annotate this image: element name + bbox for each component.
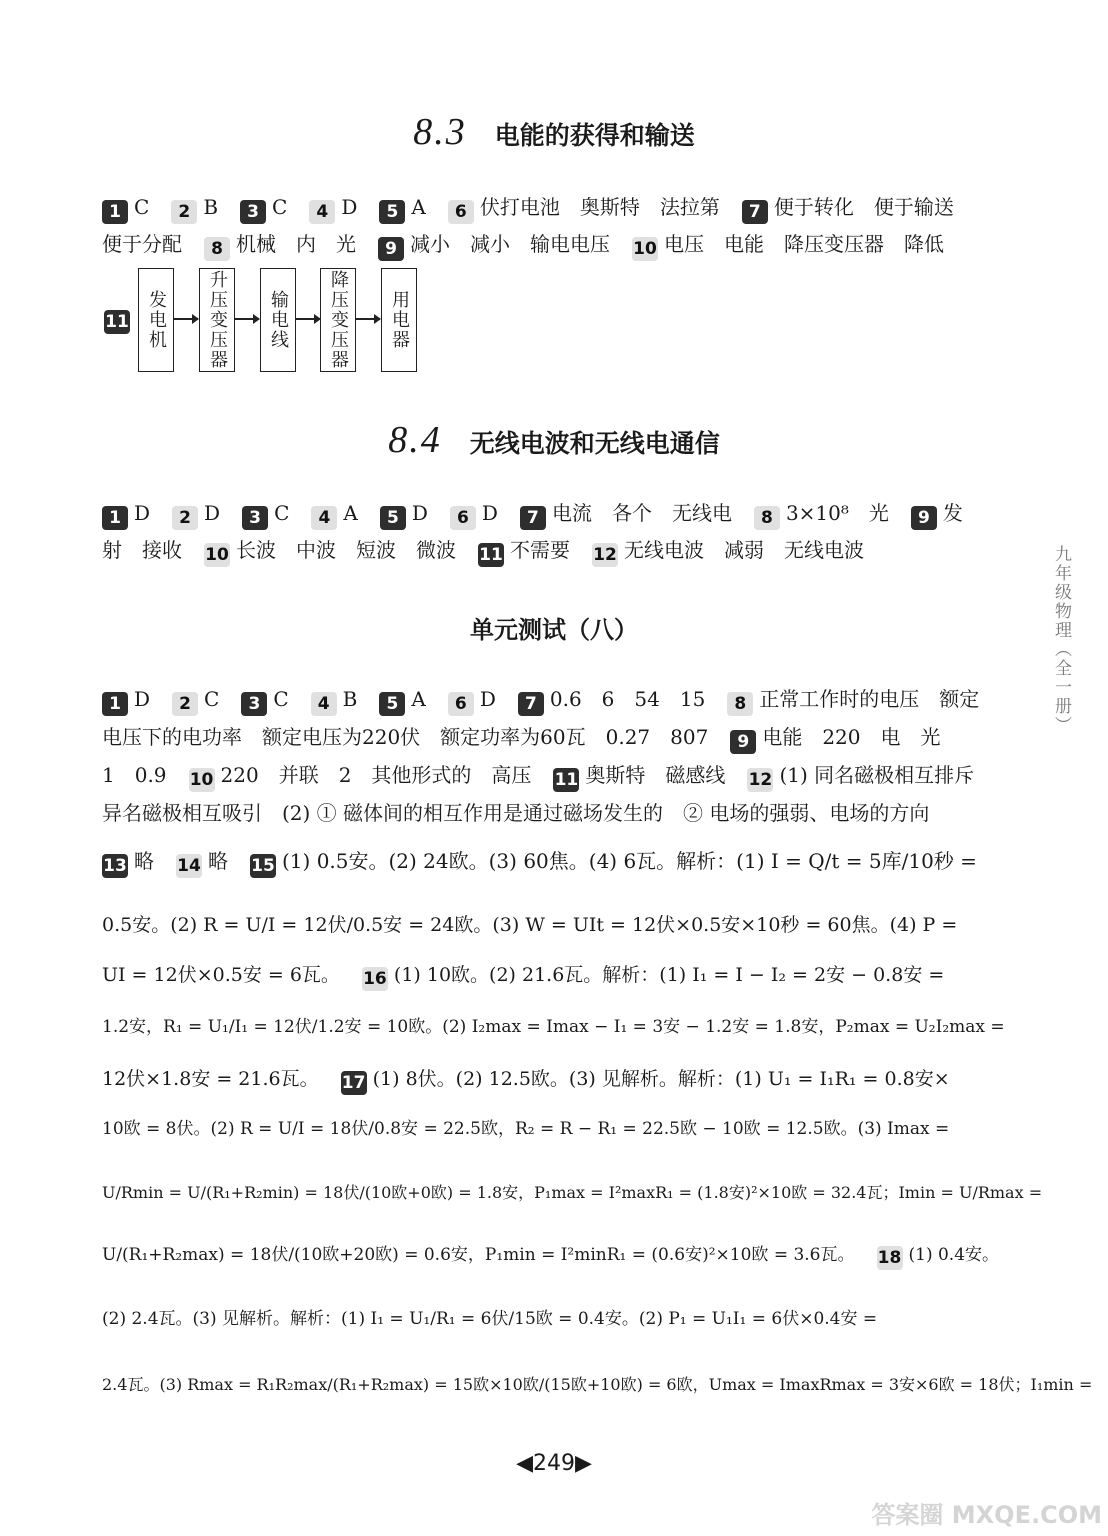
question-number: 13 bbox=[103, 856, 127, 876]
question-number: 12 bbox=[593, 545, 617, 565]
answer-line bbox=[102, 760, 984, 792]
question-number: 5 bbox=[379, 200, 405, 224]
answer-line bbox=[102, 498, 984, 530]
question-number: 1 bbox=[102, 506, 128, 530]
answer-line: 异名磁极相互吸引 (2) ① 磁体间的相互作用是通过磁场发生的 ② 电场的强弱、电场的方向 bbox=[102, 801, 930, 825]
answer-text: 电压 电能 降压变压器 降低 bbox=[664, 232, 944, 256]
answer-line: 1.2安，R₁ = U₁/I₁ = 12伏/1.2安 = 10欧。(2) I₂max = Imax − I₁ = 3安 − 1.2安 = 1.8安，P₂max = U₂I₂max = bbox=[102, 1017, 1005, 1037]
flow-box-line: 输电线 bbox=[260, 268, 296, 372]
answer-text: D bbox=[479, 687, 496, 711]
answer-text: (1) 10欧。(2) 21.6瓦。解析：(1) I₁ = I − I₂ = 2安 − 0.8安 = bbox=[393, 964, 945, 986]
section-number: 8.3 bbox=[413, 111, 467, 153]
answer-text: 电压下的电功率 额定电压为220伏 额定功率为60瓦 0.27 807 bbox=[102, 725, 709, 749]
section-title-8-4 bbox=[0, 418, 1108, 462]
question-number: 11 bbox=[105, 312, 129, 332]
question-number: 9 bbox=[911, 506, 937, 530]
answer-text: 减小 减小 输电电压 bbox=[410, 232, 610, 256]
question-number: 2 bbox=[172, 692, 198, 716]
flow-box-step-up: 升压变压器 bbox=[199, 268, 235, 372]
answer-text: 12伏×1.8安 = 21.6瓦。 bbox=[102, 1068, 319, 1090]
question-number: 2 bbox=[172, 506, 198, 530]
question-number: 16 bbox=[363, 969, 387, 989]
question-number: 4 bbox=[311, 506, 337, 530]
answer-text: 便于分配 bbox=[102, 232, 182, 256]
answer-text: 电能 220 电 光 bbox=[762, 725, 941, 749]
answer-text: U/(R₁+R₂max) = 18伏/(10欧+20欧) = 0.6安，P₁min = I²minR₁ = (0.6安)²×10欧 = 3.6瓦。 bbox=[102, 1245, 855, 1265]
answer-text: 便于转化 便于输送 bbox=[773, 195, 954, 219]
answer-line bbox=[102, 722, 984, 754]
answer-line: 2.4瓦。(3) Rmax = R₁R₂max/(R₁+R₂max) = 15欧×10欧/(15欧+10欧) = 6欧，Umax = ImaxRmax = 3安×6欧 = 18伏；I₁min = bbox=[102, 1375, 1093, 1394]
answer-text: 射 接收 bbox=[102, 538, 182, 562]
answer-text: A bbox=[343, 501, 358, 525]
page-number: ◀249▶ bbox=[516, 1451, 592, 1476]
question-number: 1 bbox=[102, 692, 128, 716]
answer-text: (1) 0.5安。(2) 24欧。(3) 60焦。(4) 6瓦。解析：(1) I = Q/t = 5库/10秒 = bbox=[282, 849, 977, 873]
section-heading: 无线电波和无线电通信 bbox=[469, 429, 720, 458]
question-number: 3 bbox=[242, 506, 268, 530]
answer-text: A bbox=[411, 687, 426, 711]
answer-text: C bbox=[204, 687, 220, 711]
answer-text: 1 0.9 bbox=[102, 763, 167, 787]
question-number: 7 bbox=[742, 200, 768, 224]
question-number: 10 bbox=[205, 545, 229, 565]
answer-line bbox=[102, 1064, 984, 1095]
answer-text: UI = 12伏×0.5安 = 6瓦。 bbox=[102, 964, 340, 986]
flow-arrow bbox=[174, 318, 198, 320]
question-number: 7 bbox=[520, 506, 546, 530]
answer-text: 0.6 6 54 15 bbox=[549, 687, 706, 711]
answer-text: D bbox=[134, 687, 151, 711]
question-number: 7 bbox=[518, 692, 544, 716]
answer-text: D bbox=[134, 501, 151, 525]
question-number: 9 bbox=[730, 730, 756, 754]
answer-line: U/Rmin = U/(R₁+R₂min) = 18伏/(10欧+0欧) = 1.8安，P₁max = I²maxR₁ = (1.8安)²×10欧 = 32.4瓦；Imin = U/Rmax = bbox=[102, 1183, 1043, 1202]
answer-line bbox=[102, 229, 984, 261]
flow-arrow bbox=[235, 318, 259, 320]
question-number: 2 bbox=[171, 200, 197, 224]
answer-line: 10欧 = 8伏。(2) R = U/I = 18伏/0.8安 = 22.5欧，R₂ = R − R₁ = 22.5欧 − 10欧 = 12.5欧。(3) Imax = bbox=[102, 1119, 950, 1139]
answer-text: (1) 同名磁极相互排斥 bbox=[779, 763, 975, 787]
question-number: 8 bbox=[754, 506, 780, 530]
answer-line bbox=[102, 1240, 1000, 1270]
answer-text: D bbox=[481, 501, 498, 525]
answer-text: (1) 8伏。(2) 12.5欧。(3) 见解析。解析：(1) U₁ = I₁R₁ = 0.8安× bbox=[372, 1068, 950, 1090]
question-number: 11 bbox=[554, 770, 579, 790]
answer-text: 发 bbox=[942, 501, 963, 525]
answer-text: D bbox=[341, 195, 358, 219]
answer-line bbox=[102, 192, 984, 224]
question-number: 9 bbox=[378, 237, 404, 261]
answer-text: 机械 内 光 bbox=[236, 232, 356, 256]
question-number: 4 bbox=[309, 200, 335, 224]
question-number: 3 bbox=[241, 692, 267, 716]
flow-box-step-down: 降压变压器 bbox=[320, 268, 356, 372]
answer-text: D bbox=[411, 501, 428, 525]
answer-text: 无线电波 减弱 无线电波 bbox=[624, 538, 864, 562]
question-number: 4 bbox=[311, 692, 337, 716]
unit-test-title: 单元测试（八） bbox=[470, 616, 638, 644]
flow-box-appliance: 用电器 bbox=[381, 268, 417, 372]
answer-text: C bbox=[274, 501, 290, 525]
answer-text: D bbox=[204, 501, 221, 525]
question-number: 10 bbox=[633, 239, 657, 259]
question-number: 5 bbox=[379, 692, 405, 716]
answer-text: C bbox=[134, 195, 150, 219]
watermark: 答案圈 MXQE.COM bbox=[871, 1501, 1102, 1529]
answer-text: 略 bbox=[208, 849, 228, 873]
question-number: 18 bbox=[877, 1248, 902, 1268]
flow-arrow bbox=[356, 318, 380, 320]
flow-box-generator: 发电机 bbox=[138, 268, 174, 372]
question-number: 14 bbox=[177, 856, 201, 876]
flow-arrow bbox=[296, 318, 320, 320]
answer-line: 0.5安。(2) R = U/I = 12伏/0.5安 = 24欧。(3) W = UIt = 12伏×0.5安×10秒 = 60焦。(4) P = bbox=[102, 914, 958, 936]
answer-text: 不需要 bbox=[510, 538, 570, 562]
answer-line: (2) 2.4瓦。(3) 见解析。解析：(1) I₁ = U₁/R₁ = 6伏/15欧 = 0.4安。(2) P₁ = U₁I₁ = 6伏×0.4安 = bbox=[102, 1309, 878, 1329]
answer-line bbox=[102, 535, 984, 567]
answer-text: C bbox=[273, 687, 289, 711]
question-number: 11 bbox=[479, 545, 503, 565]
question-number: 8 bbox=[727, 692, 753, 716]
answer-text: 奥斯特 磁感线 bbox=[585, 763, 726, 787]
question-number: 5 bbox=[380, 506, 406, 530]
question-number: 6 bbox=[448, 200, 474, 224]
answer-text: B bbox=[203, 195, 219, 219]
answer-line bbox=[102, 960, 984, 991]
section-number: 8.4 bbox=[388, 419, 442, 461]
question-number: 3 bbox=[240, 200, 266, 224]
question-number: 10 bbox=[189, 770, 214, 790]
answer-text: C bbox=[272, 195, 288, 219]
question-number: 12 bbox=[748, 770, 773, 790]
answer-text: B bbox=[342, 687, 358, 711]
answer-text: 伏打电池 奥斯特 法拉第 bbox=[479, 195, 720, 219]
answer-line bbox=[102, 684, 984, 716]
answer-text: 电流 各个 无线电 bbox=[551, 501, 732, 525]
question-number: 1 bbox=[102, 200, 128, 224]
section-heading: 电能的获得和输送 bbox=[494, 121, 695, 150]
section-title-8-3 bbox=[0, 110, 1108, 154]
question-number: 15 bbox=[251, 856, 275, 876]
answer-text: 略 bbox=[134, 849, 154, 873]
book-side-title: 九年级物理（全一册） bbox=[1051, 545, 1071, 735]
answer-line bbox=[102, 846, 984, 878]
question-number: 8 bbox=[204, 237, 230, 261]
question-number: 6 bbox=[450, 506, 476, 530]
answer-text: 长波 中波 短波 微波 bbox=[236, 538, 456, 562]
answer-text: (1) 0.4安。 bbox=[908, 1245, 1000, 1265]
question-number: 6 bbox=[448, 692, 474, 716]
answer-text: A bbox=[411, 195, 426, 219]
answer-text: 正常工作时的电压 额定 bbox=[759, 687, 980, 711]
question-number: 17 bbox=[341, 1073, 366, 1093]
answer-text: 220 并联 2 其他形式的 高压 bbox=[220, 763, 532, 787]
answer-text: 3×10⁸ 光 bbox=[785, 501, 889, 525]
